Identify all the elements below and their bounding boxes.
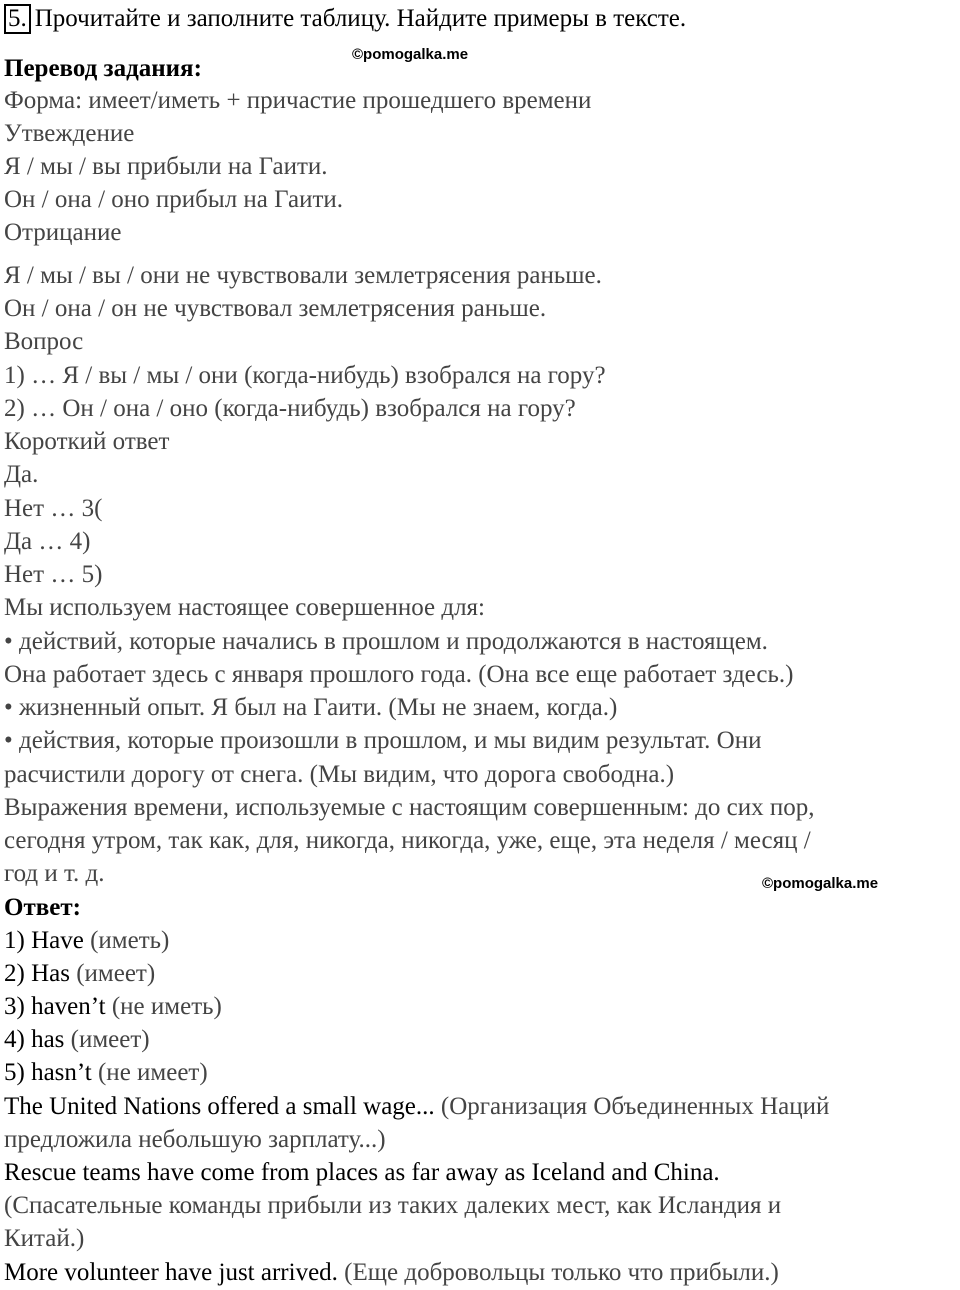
answer-item: 4) has (имеет) bbox=[4, 1026, 150, 1053]
watermark-top: ©pomogalka.me bbox=[352, 46, 469, 63]
task-number: 5. bbox=[4, 4, 31, 34]
example-line: Rescue teams have come from places as far away as Iceland and China. bbox=[4, 1159, 720, 1186]
translation-line: Короткий ответ bbox=[4, 428, 170, 455]
task-header bbox=[4, 4, 686, 34]
translation-line: Утвеждение bbox=[4, 120, 135, 147]
translation-line: Нет … 5) bbox=[4, 561, 103, 588]
example-line: Китай.) bbox=[4, 1225, 85, 1252]
translation-line: • действия, которые произошли в прошлом, и мы видим результат. Они bbox=[4, 727, 762, 754]
translation-line: Я / мы / вы прибыли на Гаити. bbox=[4, 153, 328, 180]
answer-item: 1) Have (иметь) bbox=[4, 927, 170, 954]
translation-line: • действий, которые начались в прошлом и продолжаются в настоящем. bbox=[4, 628, 768, 655]
example-line: предложила небольшую зарплату...) bbox=[4, 1126, 386, 1153]
translation-line: Вопрос bbox=[4, 328, 84, 355]
watermark-bottom: ©pomogalka.me bbox=[762, 875, 879, 892]
example-line: More volunteer have just arrived. (Еще добровольцы только что прибыли.) bbox=[4, 1259, 779, 1286]
answer-heading: Ответ: bbox=[4, 894, 81, 921]
translation-line: Он / она / оно прибыл на Гаити. bbox=[4, 186, 344, 213]
answer-item: 2) Has (имеет) bbox=[4, 960, 156, 987]
answer-item: 5) hasn’t (не имеет) bbox=[4, 1059, 208, 1086]
answer-item: 3) haven’t (не иметь) bbox=[4, 993, 222, 1020]
task-instruction: Прочитайте и заполните таблицу. Найдите примеры в тексте. bbox=[34, 5, 687, 32]
translation-line: Он / она / он не чувствовал землетрясения раньше. bbox=[4, 295, 547, 322]
translation-line: Нет … 3( bbox=[4, 495, 103, 522]
translation-line: год и т. д. bbox=[4, 860, 105, 887]
translation-line: Я / мы / вы / они не чувствовали землетрясения раньше. bbox=[4, 262, 602, 289]
translation-line: Она работает здесь с января прошлого года. (Она все еще работает здесь.) bbox=[4, 661, 794, 688]
translation-line: • жизненный опыт. Я был на Гаити. (Мы не знаем, когда.) bbox=[4, 694, 618, 721]
translation-line: сегодня утром, так как, для, никогда, никогда, уже, еще, эта неделя / месяц / bbox=[4, 827, 811, 854]
translation-line: Отрицание bbox=[4, 219, 122, 246]
example-line: (Спасательные команды прибыли из таких далеких мест, как Исландия и bbox=[4, 1192, 782, 1219]
translation-line: 2) … Он / она / оно (когда-нибудь) взобрался на гору? bbox=[4, 395, 576, 422]
translation-line: Да … 4) bbox=[4, 528, 91, 555]
translation-line: Мы используем настоящее совершенное для: bbox=[4, 594, 485, 621]
translation-heading: Перевод задания: bbox=[4, 55, 202, 82]
translation-line: 1) … Я / вы / мы / они (когда-нибудь) взобрался на гору? bbox=[4, 362, 606, 389]
translation-line: Выражения времени, используемые с настоящим совершенным: до сих пор, bbox=[4, 794, 815, 821]
translation-line: расчистили дорогу от снега. (Мы видим, что дорога свободна.) bbox=[4, 761, 675, 788]
example-line: The United Nations offered a small wage... (Организация Объединенных Наций bbox=[4, 1093, 830, 1120]
translation-line: Да. bbox=[4, 461, 39, 488]
translation-line: Форма: имеет/иметь + причастие прошедшего времени bbox=[4, 87, 592, 114]
